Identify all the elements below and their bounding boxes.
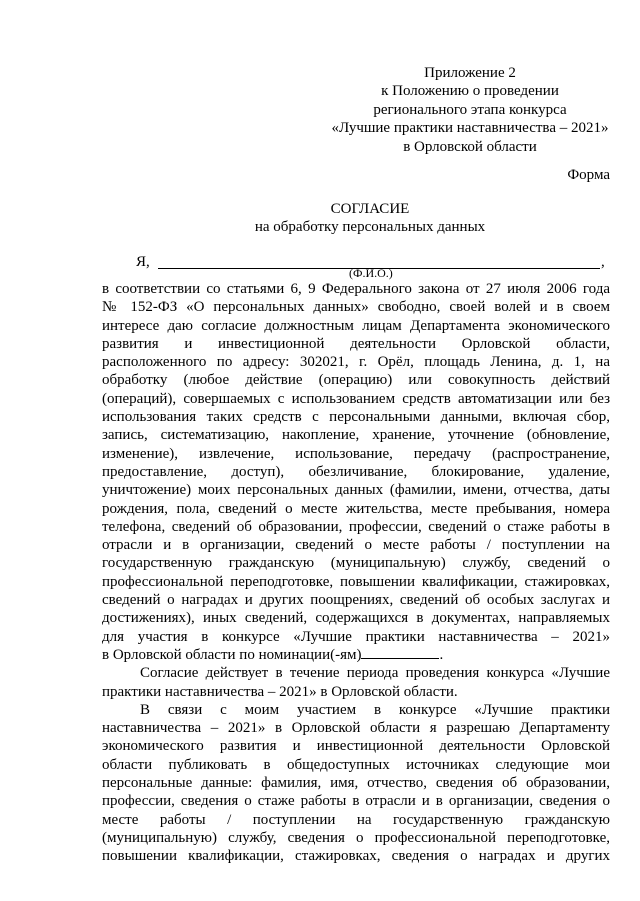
paragraph3-line: В связи с моим участием в конкурсе «Лучшие практики [140,701,610,718]
nomination-end: . [439,646,444,663]
paragraph1-line: телефона, сведений об образовании, профессии, сведений о стаже работы в [102,518,610,535]
nomination-text: в Орловской области по номинации(-ям) [102,646,362,663]
paragraph1-line: расположенного по адресу: 302021, г. Орёл, площадь Ленина, д. 1, на [102,354,610,371]
title-main: СОГЛАСИЕ [330,201,410,217]
document-title [210,200,530,236]
paragraph1-line: уничтожение) моих персональных данных (фамилии, имени, отчества, даты [102,482,610,499]
appendix-line: Приложение 2 [424,65,516,81]
form-label: Форма [567,167,610,183]
paragraph1-line: развития и инвестиционной деятельности Орловской области, [102,335,610,352]
name-prefix: Я, [136,254,150,270]
appendix-line: «Лучшие практики наставничества – 2021» [331,120,609,137]
paragraph1-line: запись, систематизацию, накопление, хранение, уточнение (обновление, [102,427,610,444]
paragraph1-line: (операций), совершаемых с использованием средств автоматизации или без [102,390,610,407]
paragraph3-line: персональные данные: фамилия, имя, отчество, сведения об образовании, [102,775,610,792]
nomination-line [102,646,610,664]
paragraph1-line: № 152-ФЗ «О персональных данных» свободно, своей волей и в своем [102,299,610,316]
nomination-blank [361,646,439,659]
appendix-header [320,64,620,156]
paragraph1-line: сведений о наградах и других поощрениях, сведений об особых заслугах и [102,592,610,609]
paragraph1-line: изменение), извлечение, использование, передачу (распространение, [102,445,610,462]
paragraph3-line: области публиковать в общедоступных источниках следующие мои [102,756,610,773]
appendix-line: в Орловской области [403,138,537,155]
paragraph1-line: использования таких средств с персональными данными, включая сбор, [102,409,610,426]
paragraph1-line: для участия в конкурсе «Лучшие практики наставничества – 2021» [102,628,610,645]
paragraph1-line: обработку (любое действие (операцию) или совокупность действий [102,372,610,389]
paragraph1-line: предоставление, доступ), обезличивание, блокирование, удаление, [102,463,610,480]
paragraph1-line: отрасли и в организации, сведений о месте работы / поступлении на [102,537,610,554]
paragraph3-line: месте работы / поступлении на государственную гражданскую [102,811,610,828]
paragraph3-line: повышении квалификации, стажировках, сведения о наградах и других [102,848,610,865]
paragraph1-line: в соответствии со статьями 6, 9 Федерального закона от 27 июля 2006 года [102,281,610,297]
paragraph3-line: экономического развития и инвестиционной деятельности Орловской [102,738,610,755]
name-caption: (Ф.И.О.) [349,266,393,280]
paragraph1-line: профессиональной переподготовке, повышении квалификации, стажировках, [102,573,610,590]
paragraph3-line: наставничества – 2021» в Орловской области я разрешаю Департаменту [102,720,610,737]
appendix-line: регионального этапа конкурса [373,101,567,118]
paragraph2-line: практики наставничества – 2021» в Орловской области. [102,683,458,700]
paragraph1-line: интересе даю согласие должностным лицам Департамента экономического [102,317,610,334]
appendix-line: к Положению о проведении [381,83,559,100]
paragraph2-line: Согласие действует в течение периода проведения конкурса «Лучшие [140,665,610,682]
paragraph3-line: профессии, сведения о стаже работы в отрасли и в организации, сведения о [102,793,610,810]
paragraph1-line: государственную гражданскую (муниципальную) службу, сведений о [102,555,610,572]
paragraph1-line: рождения, пола, сведений о месте жительства, месте пребывания, номера [102,500,610,517]
consent-body [102,280,610,866]
paragraph3-line: (муниципальную) службу, сведения о профессиональной переподготовке, [102,829,610,846]
name-suffix: , [601,254,605,270]
paragraph1-line: достижениях), иных сведений, содержащихся в документах, направляемых [102,610,610,627]
title-sub: на обработку персональных данных [254,219,486,235]
